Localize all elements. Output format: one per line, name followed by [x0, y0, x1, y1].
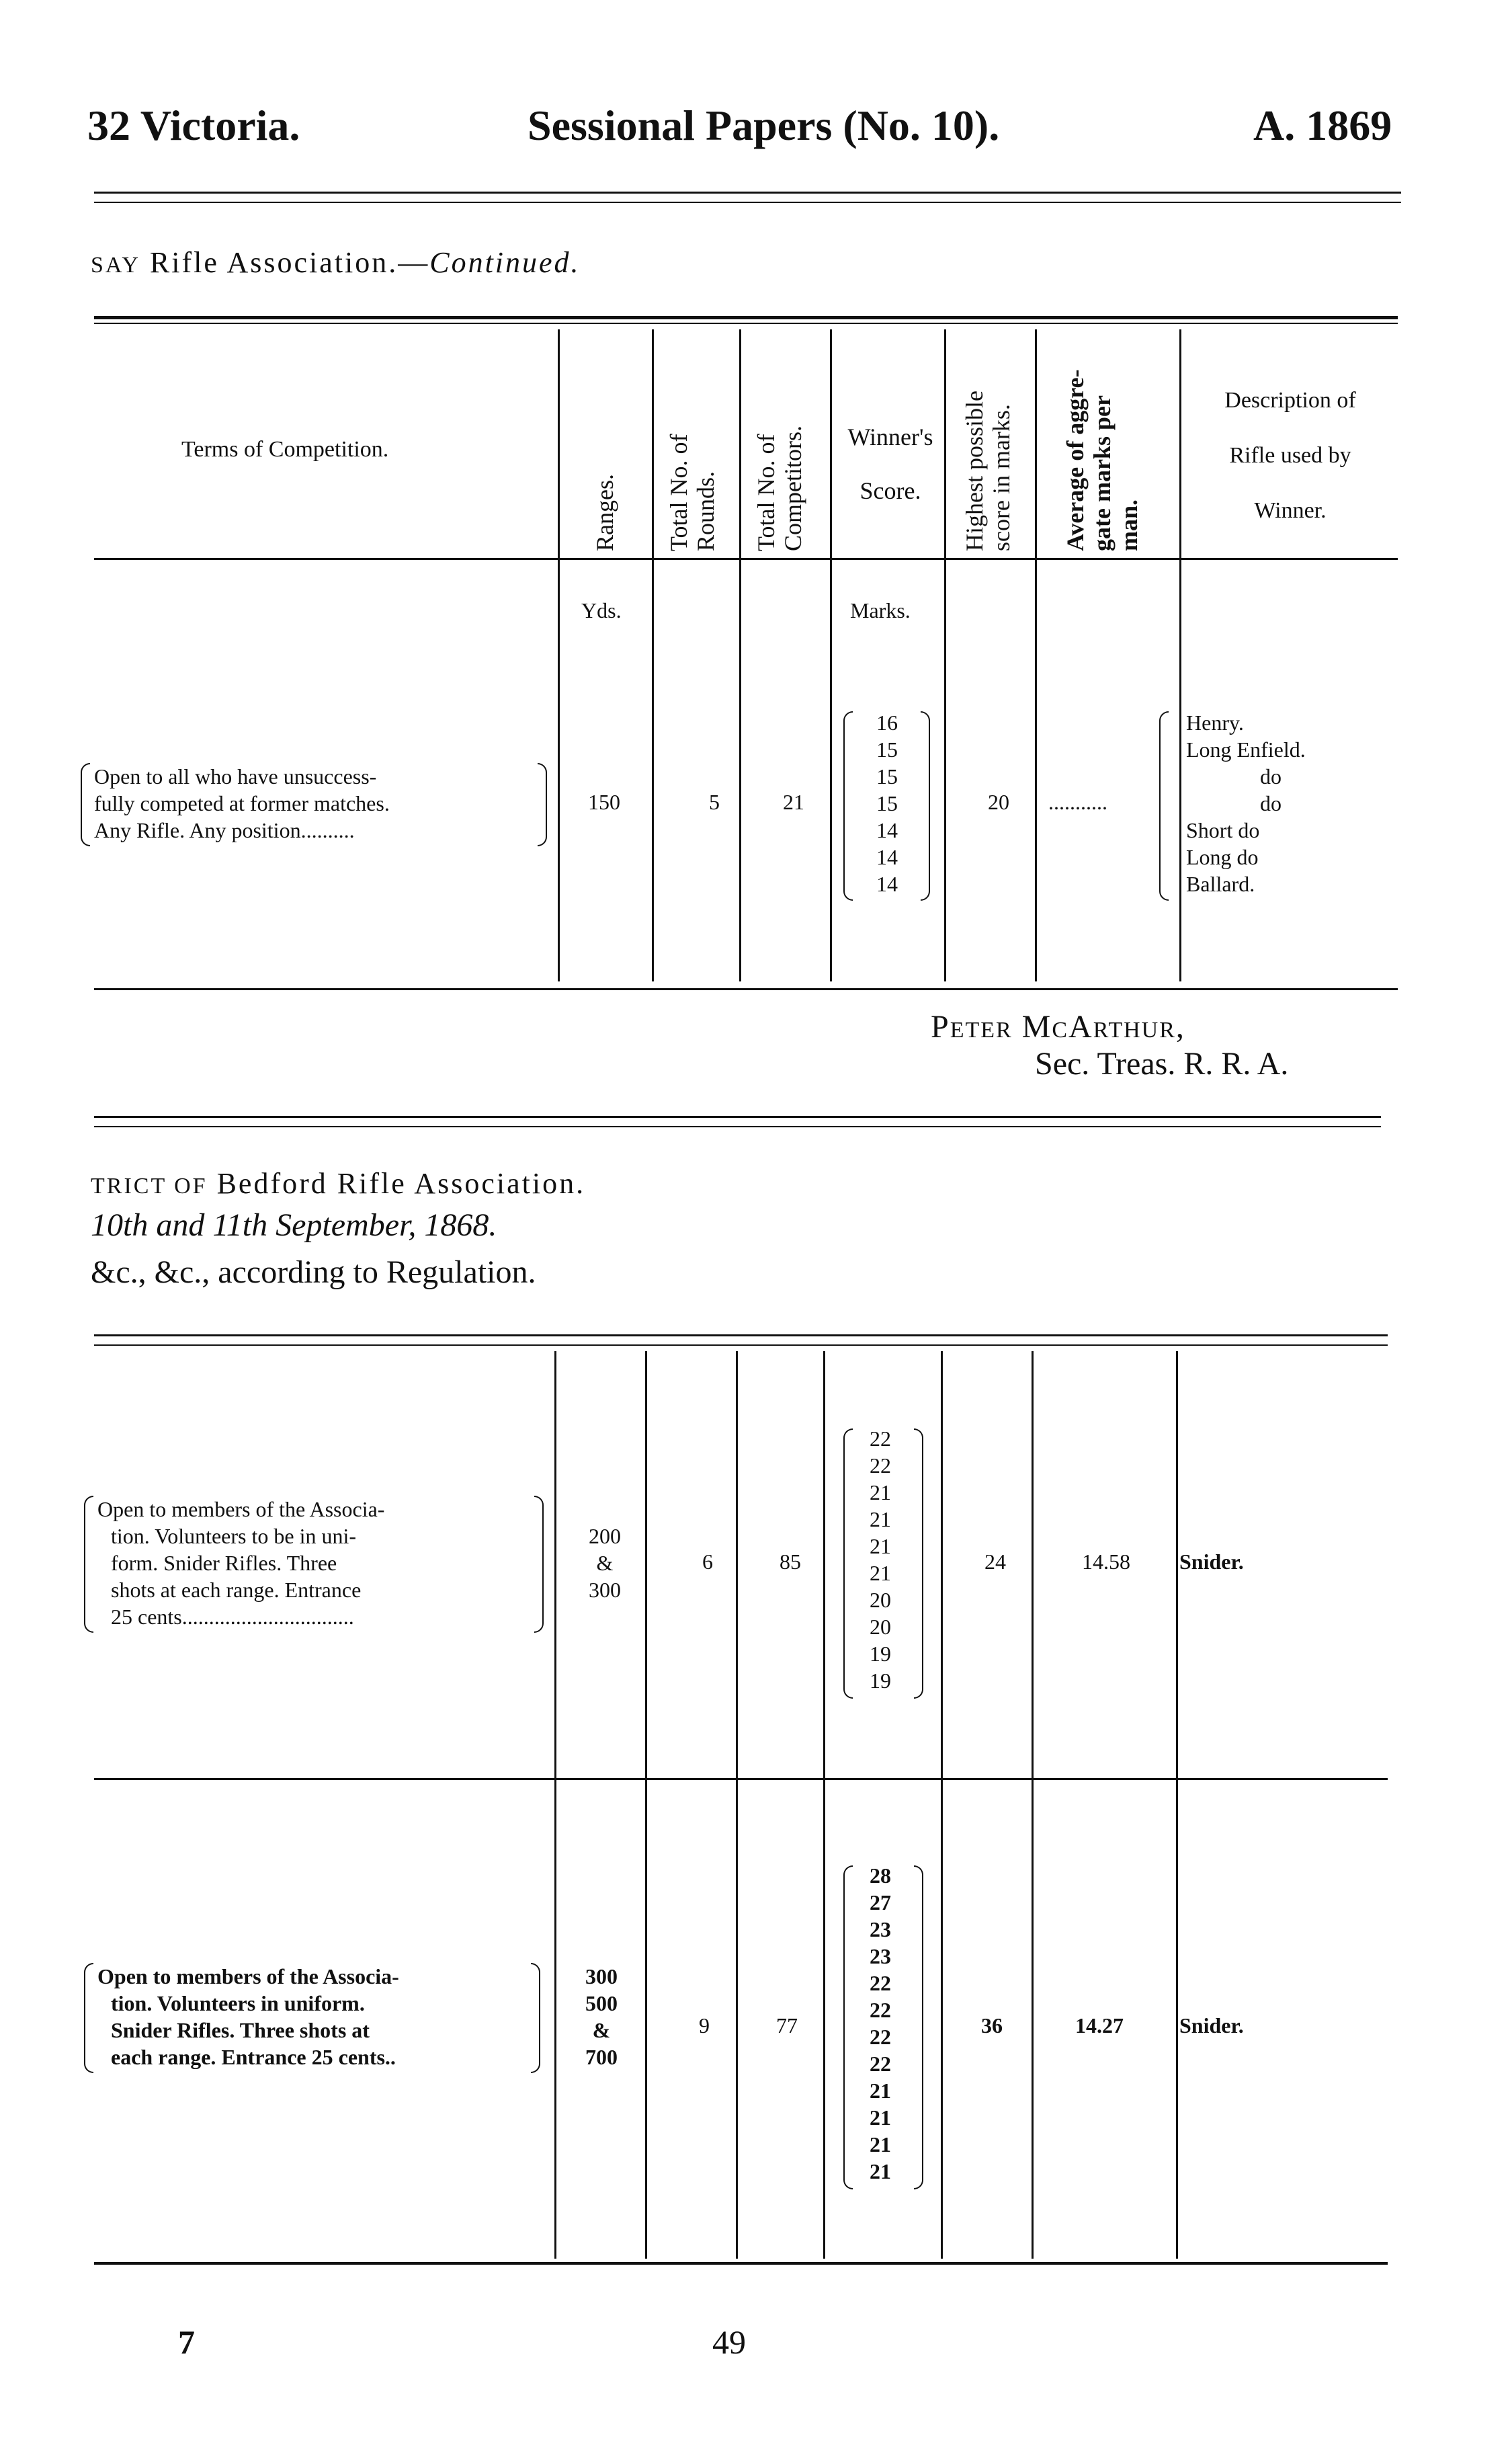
- match2-terms-line2: tion. Volunteers to be in uni-: [111, 1524, 357, 1548]
- section2-note: &c., &c., according to Regulation.: [91, 1254, 536, 1290]
- match2-terms-brace-right: [534, 1496, 544, 1633]
- separator-rule-top: [94, 1116, 1381, 1118]
- signature-title: Sec. Treas. R. R. A.: [1035, 1046, 1289, 1082]
- header-left: 32 Victoria.: [87, 102, 300, 149]
- match1-score-5: 14: [876, 818, 898, 842]
- match2-rifle: Snider.: [1179, 1549, 1244, 1574]
- match3-terms-line2: tion. Volunteers in uniform.: [111, 1991, 365, 2015]
- signature-name: Peter McArthur,: [931, 1009, 1185, 1045]
- table1-header-rule: [94, 558, 1398, 560]
- match2-rounds: 6: [702, 1549, 713, 1574]
- match3-score-8: 22: [870, 2052, 891, 2076]
- match2-score-2: 22: [870, 1453, 891, 1478]
- t1-vline-4: [830, 329, 832, 981]
- t1-vline-5: [944, 329, 946, 981]
- match1-rifle-7: Ballard.: [1186, 872, 1255, 896]
- col-average-line2: gate marks per: [1089, 395, 1116, 551]
- match1-rounds: 5: [709, 790, 720, 814]
- footer-center: 49: [712, 2323, 746, 2361]
- header-rule-bottom: [94, 202, 1401, 203]
- match1-score-4: 15: [876, 791, 898, 815]
- match1-terms-line1: Open to all who have unsuccess-: [94, 764, 377, 789]
- match2-terms: [97, 1496, 384, 1630]
- section1-title-cont: Continued.: [429, 246, 581, 279]
- match3-scores-brace-left: [843, 1865, 853, 2189]
- t1-vline-7: [1179, 329, 1181, 981]
- header-right: A. 1869: [1253, 102, 1392, 149]
- match1-rifle-4: do: [1260, 791, 1282, 815]
- header-rule-top: [94, 192, 1401, 194]
- table2-top-rule: [94, 1334, 1388, 1336]
- match2-ranges: [581, 1523, 628, 1603]
- match2-scores-brace-right: [914, 1428, 923, 1699]
- match3-score-6: 22: [870, 1998, 891, 2022]
- match1-rifles: [1186, 709, 1306, 897]
- match3-score-4: 23: [870, 1944, 891, 1968]
- match2-range-2: &: [596, 1551, 614, 1575]
- match2-score-1: 22: [870, 1426, 891, 1451]
- col-description-header: [1189, 373, 1391, 538]
- match2-score-9: 19: [870, 1642, 891, 1666]
- match1-rifles-brace: [1159, 711, 1169, 901]
- separator-rule-bottom: [94, 1126, 1381, 1127]
- section2-title: [91, 1166, 585, 1201]
- match3-range-1: 300: [585, 1964, 618, 1988]
- match3-score-3: 23: [870, 1917, 891, 1941]
- t1-vline-6: [1035, 329, 1037, 981]
- col-ranges-header: Ranges.: [591, 474, 618, 551]
- match1-terms-brace-right: [538, 763, 547, 846]
- match2-competitors: 85: [780, 1549, 801, 1574]
- match3-score-11: 21: [870, 2132, 891, 2156]
- match1-terms-line2: fully competed at former matches.: [94, 791, 390, 815]
- match3-terms-line1: Open to members of the Associa-: [97, 1964, 399, 1988]
- section1-title-prefix: SAY: [91, 253, 140, 278]
- section2-date-text: 10th and 11th September, 1868.: [91, 1207, 497, 1243]
- match3-score-12: 21: [870, 2159, 891, 2183]
- match2-score-8: 20: [870, 1615, 891, 1639]
- match3-terms-line4: each range. Entrance 25 cents..: [111, 2045, 396, 2069]
- match2-terms-line5: 25 cents................................: [111, 1605, 354, 1629]
- col-average-line3: man.: [1116, 499, 1142, 551]
- match1-rifle-3: do: [1260, 764, 1282, 789]
- t1-vline-3: [739, 329, 741, 981]
- units-ranges: Yds.: [581, 598, 622, 622]
- section2-date: [91, 1207, 497, 1244]
- t2-vline-6: [1032, 1351, 1034, 2259]
- match2-terms-line3: form. Snider Rifles. Three: [111, 1551, 337, 1575]
- match3-average: 14.27: [1075, 2013, 1124, 2038]
- match2-score-3: 21: [870, 1480, 891, 1504]
- match2-score-7: 20: [870, 1588, 891, 1612]
- table1-top-rule: [94, 316, 1398, 319]
- t2-vline-3: [736, 1351, 738, 2259]
- match2-score-6: 21: [870, 1561, 891, 1585]
- match1-score-3: 15: [876, 764, 898, 789]
- t1-vline-2: [652, 329, 654, 981]
- col-competitors-line1: Total No. of: [753, 434, 780, 551]
- table2-top-rule-thin: [94, 1344, 1388, 1346]
- col-highest-line1: Highest possible: [961, 391, 988, 551]
- match3-scores: [853, 1862, 907, 2185]
- match2-score-4: 21: [870, 1507, 891, 1531]
- match1-scores-brace-right: [921, 711, 930, 901]
- match3-terms-line3: Snider Rifles. Three shots at: [111, 2018, 370, 2042]
- match2-score-10: 19: [870, 1668, 891, 1693]
- match2-scores: [853, 1425, 907, 1694]
- match3-rifle: Snider.: [1179, 2013, 1244, 2038]
- footer-left: 7: [178, 2323, 195, 2361]
- col-winner-score-header: [837, 410, 944, 518]
- section1-title-main: Rifle Association.: [149, 246, 398, 279]
- match1-competitors: 21: [783, 790, 804, 814]
- match1-rifle-6: Long do: [1186, 845, 1259, 869]
- match3-terms-brace-right: [531, 1963, 540, 2073]
- match3-range-3: &: [592, 2018, 611, 2042]
- t2-vline-5: [941, 1351, 943, 2259]
- col-winner-score-line1: Winner's: [847, 423, 933, 450]
- match3-terms-brace-left: [84, 1963, 93, 2073]
- table2-mid-rule: [94, 1778, 1388, 1780]
- match1-score-1: 16: [876, 711, 898, 735]
- match1-scores: [860, 709, 914, 897]
- match2-range-3: 300: [589, 1578, 621, 1602]
- col-rounds-line2: Rounds.: [692, 471, 719, 551]
- match1-range: 150: [588, 790, 620, 814]
- col-terms-header: Terms of Competition.: [181, 437, 389, 462]
- table1-top-rule-thin: [94, 323, 1398, 324]
- t2-vline-2: [645, 1351, 647, 2259]
- match3-score-7: 22: [870, 2025, 891, 2049]
- col-highest-line2: score in marks.: [988, 404, 1015, 551]
- col-competitors-header: [753, 363, 806, 551]
- match3-score-1: 28: [870, 1863, 891, 1888]
- match1-score-6: 14: [876, 845, 898, 869]
- match1-average: ...........: [1048, 790, 1107, 814]
- match3-terms: [97, 1963, 399, 2070]
- table2-bottom-rule: [94, 2262, 1388, 2265]
- match3-rounds: 9: [699, 2013, 710, 2038]
- header-center: Sessional Papers (No. 10).: [528, 102, 1000, 149]
- match1-score-7: 14: [876, 872, 898, 896]
- match1-rifle-2: Long Enfield.: [1186, 737, 1306, 762]
- t2-vline-1: [554, 1351, 556, 2259]
- col-rounds-line1: Total No. of: [665, 434, 692, 551]
- t2-vline-4: [823, 1351, 825, 2259]
- match3-highest: 36: [981, 2013, 1003, 2038]
- section2-title-prefix: TRICT OF: [91, 1174, 208, 1199]
- match3-score-10: 21: [870, 2105, 891, 2130]
- section1-title: SAY Rifle Association.—Continued.: [91, 246, 581, 279]
- col-competitors-line2: Competitors.: [780, 426, 806, 551]
- match1-scores-brace-left: [843, 711, 853, 901]
- match2-terms-line4: shots at each range. Entrance: [111, 1578, 362, 1602]
- match2-scores-brace-left: [843, 1428, 853, 1699]
- match2-terms-brace-left: [84, 1496, 93, 1633]
- match2-highest: 24: [984, 1549, 1006, 1574]
- col-rounds-header: [665, 376, 719, 551]
- match1-rifle-1: Henry.: [1186, 711, 1244, 735]
- match1-terms-brace-left: [81, 763, 90, 846]
- match3-scores-brace-right: [914, 1865, 923, 2189]
- match3-score-9: 21: [870, 2079, 891, 2103]
- match2-score-5: 21: [870, 1534, 891, 1558]
- col-description-line1: Description of: [1224, 388, 1356, 413]
- col-description-line3: Winner.: [1254, 498, 1327, 523]
- units-score: Marks.: [850, 598, 911, 622]
- col-winner-score-line2: Score.: [859, 477, 921, 504]
- col-average-line1: Average of aggre-: [1062, 369, 1089, 551]
- match1-terms-line3: Any Rifle. Any position..........: [94, 818, 355, 842]
- match3-ranges: [578, 1963, 625, 2070]
- col-average-header: [1062, 336, 1142, 551]
- match3-score-2: 27: [870, 1890, 891, 1914]
- match3-competitors: 77: [776, 2013, 798, 2038]
- section2-title-main: Bedford Rifle Association.: [216, 1167, 586, 1200]
- match2-terms-line1: Open to members of the Associa-: [97, 1497, 385, 1521]
- match2-average: 14.58: [1082, 1549, 1130, 1574]
- match1-highest: 20: [988, 790, 1009, 814]
- match3-range-4: 700: [585, 2045, 618, 2069]
- match2-range-1: 200: [589, 1524, 621, 1548]
- match3-score-5: 22: [870, 1971, 891, 1995]
- match1-rifle-5: Short do: [1186, 818, 1260, 842]
- match3-range-2: 500: [585, 1991, 618, 2015]
- match1-terms: [94, 763, 390, 844]
- table1-bottom-rule: [94, 988, 1398, 990]
- match1-score-2: 15: [876, 737, 898, 762]
- col-highest-header: [961, 336, 1015, 551]
- col-description-line2: Rifle used by: [1229, 443, 1351, 468]
- t1-vline-1: [558, 329, 560, 981]
- t2-vline-7: [1176, 1351, 1178, 2259]
